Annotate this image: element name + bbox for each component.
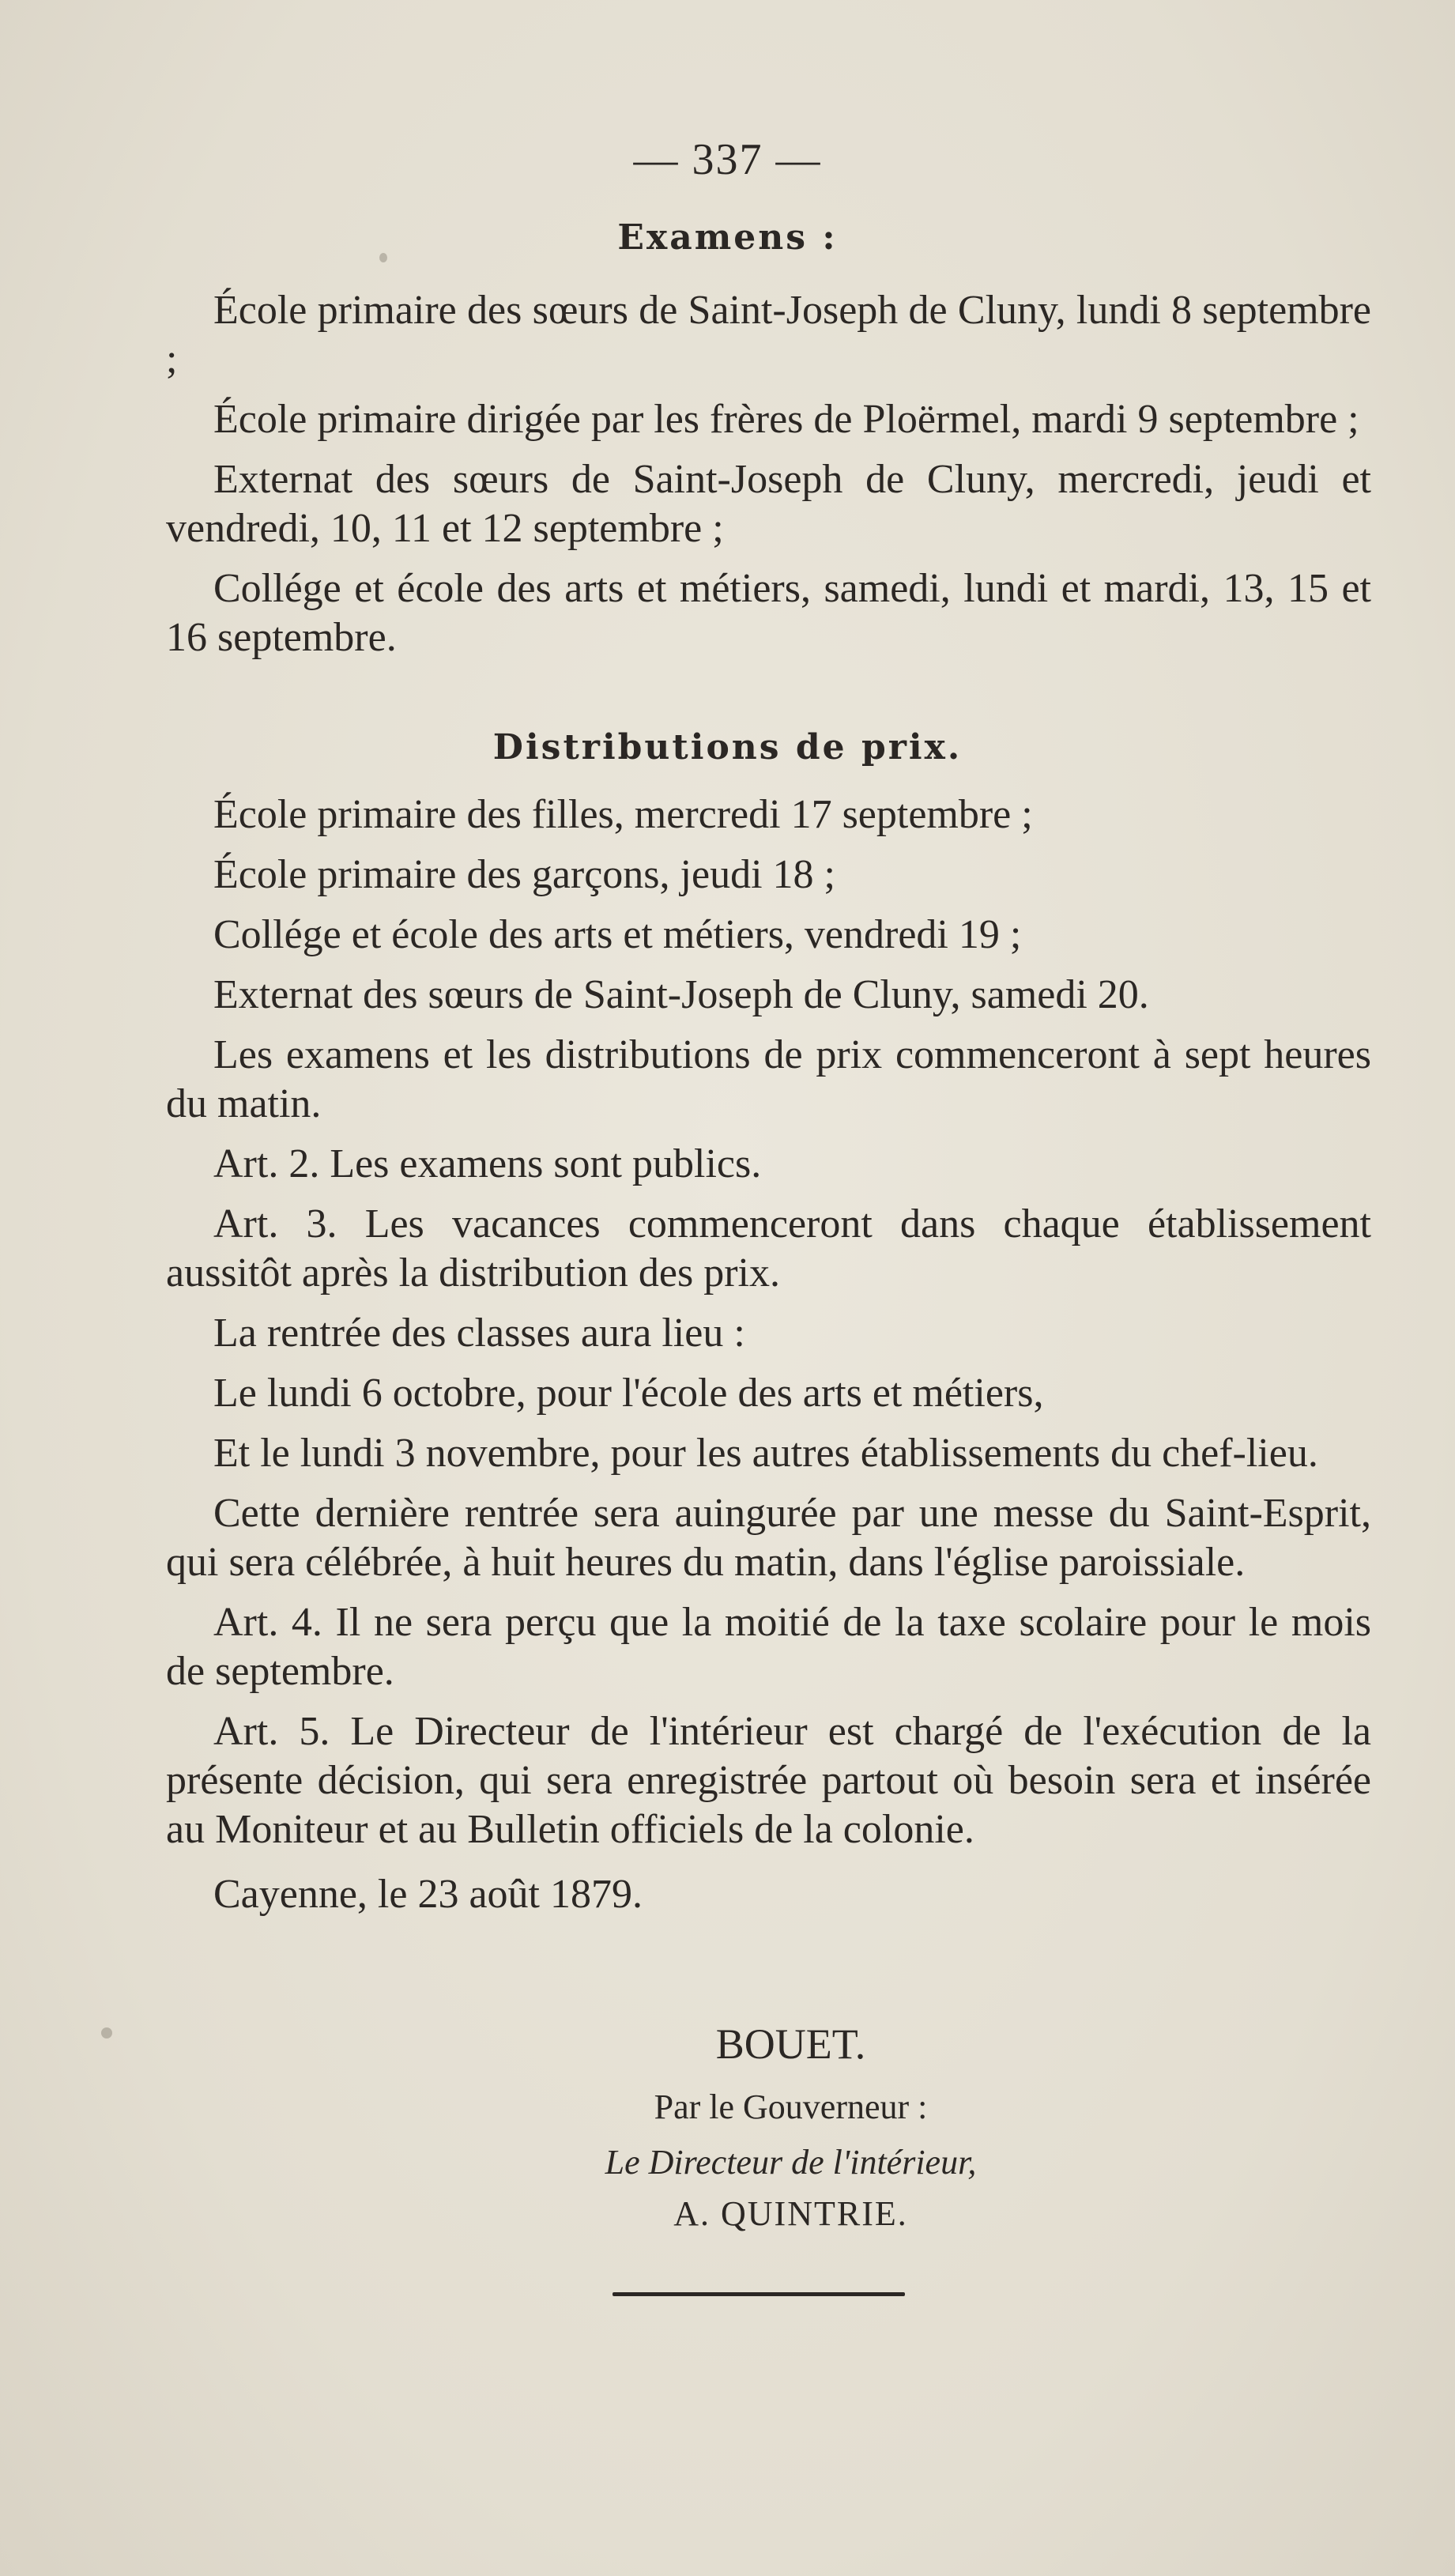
article-2-paragraph: Art. 2. Les examens sont publics. xyxy=(213,1141,762,1186)
prize-paragraph: Et le lundi 3 novembre, pour les autres établissements du chef-lieu. xyxy=(213,1431,1318,1476)
exam-paragraph: Collége et école des arts et métiers, samedi, lundi et mardi, 13, 15 et 16 septembre. xyxy=(166,566,1371,660)
signature-name: BOUET. xyxy=(715,2020,866,2068)
prize-paragraph: Cette dernière rentrée sera auingurée par une messe du Saint-Esprit, qui sera célébrée, à huit heures du matin, dans l'église paroissiale. xyxy=(166,1491,1371,1585)
signatory-name: A. QUINTRIE. xyxy=(673,2194,908,2233)
prize-paragraph: École primaire des filles, mercredi 17 septembre ; xyxy=(213,792,1033,837)
section-heading-exams: Examens : xyxy=(617,217,838,258)
section-heading-prizes: Distributions de prix. xyxy=(492,727,963,768)
prize-paragraph: La rentrée des classes aura lieu : xyxy=(213,1311,745,1356)
page-number: — 337 — xyxy=(633,135,822,184)
prize-paragraph: Le lundi 6 octobre, pour l'école des arts et métiers, xyxy=(213,1371,1044,1416)
prize-paragraph: Externat des sœurs de Saint-Joseph de Cluny, samedi 20. xyxy=(213,972,1149,1017)
ink-spot xyxy=(379,253,387,262)
exams-section xyxy=(166,286,1371,673)
signature-title: Le Directeur de l'intérieur, xyxy=(605,2143,977,2182)
exam-paragraph: Externat des sœurs de Saint-Joseph de Cluny, mercredi, jeudi et vendredi, 10, 11 et 12 septembre ; xyxy=(166,457,1371,551)
signature-by-line: Par le Gouverneur : xyxy=(654,2088,928,2126)
closing-rule xyxy=(613,2292,905,2296)
exam-paragraph: École primaire dirigée par les frères de Ploërmel, mardi 9 septembre ; xyxy=(213,397,1359,442)
exam-paragraph: École primaire des sœurs de Saint-Joseph de Cluny, lundi 8 septembre ; xyxy=(166,288,1371,382)
prize-paragraph: École primaire des garçons, jeudi 18 ; xyxy=(213,852,835,897)
article-3-paragraph: Art. 3. Les vacances commenceront dans chaque établissement aussitôt après la distribution des prix. xyxy=(166,1201,1371,1296)
article-4-paragraph: Art. 4. Il ne sera perçu que la moitié de la taxe scolaire pour le mois de septembre. xyxy=(166,1600,1371,1694)
ink-spot xyxy=(101,2027,112,2039)
prize-paragraph: Les examens et les distributions de prix commenceront à sept heures du matin. xyxy=(166,1032,1371,1126)
article-5-paragraph: Art. 5. Le Directeur de l'intérieur est chargé de l'exécution de la présente décision, qui sera enregistrée partout où besoin sera et insérée au Moniteur et au Bulletin officiels de la colonie. xyxy=(166,1709,1371,1852)
prizes-section xyxy=(166,790,1371,1930)
prize-paragraph: Collége et école des arts et métiers, vendredi 19 ; xyxy=(213,912,1022,957)
date-line: Cayenne, le 23 août 1879. xyxy=(213,1872,643,1917)
